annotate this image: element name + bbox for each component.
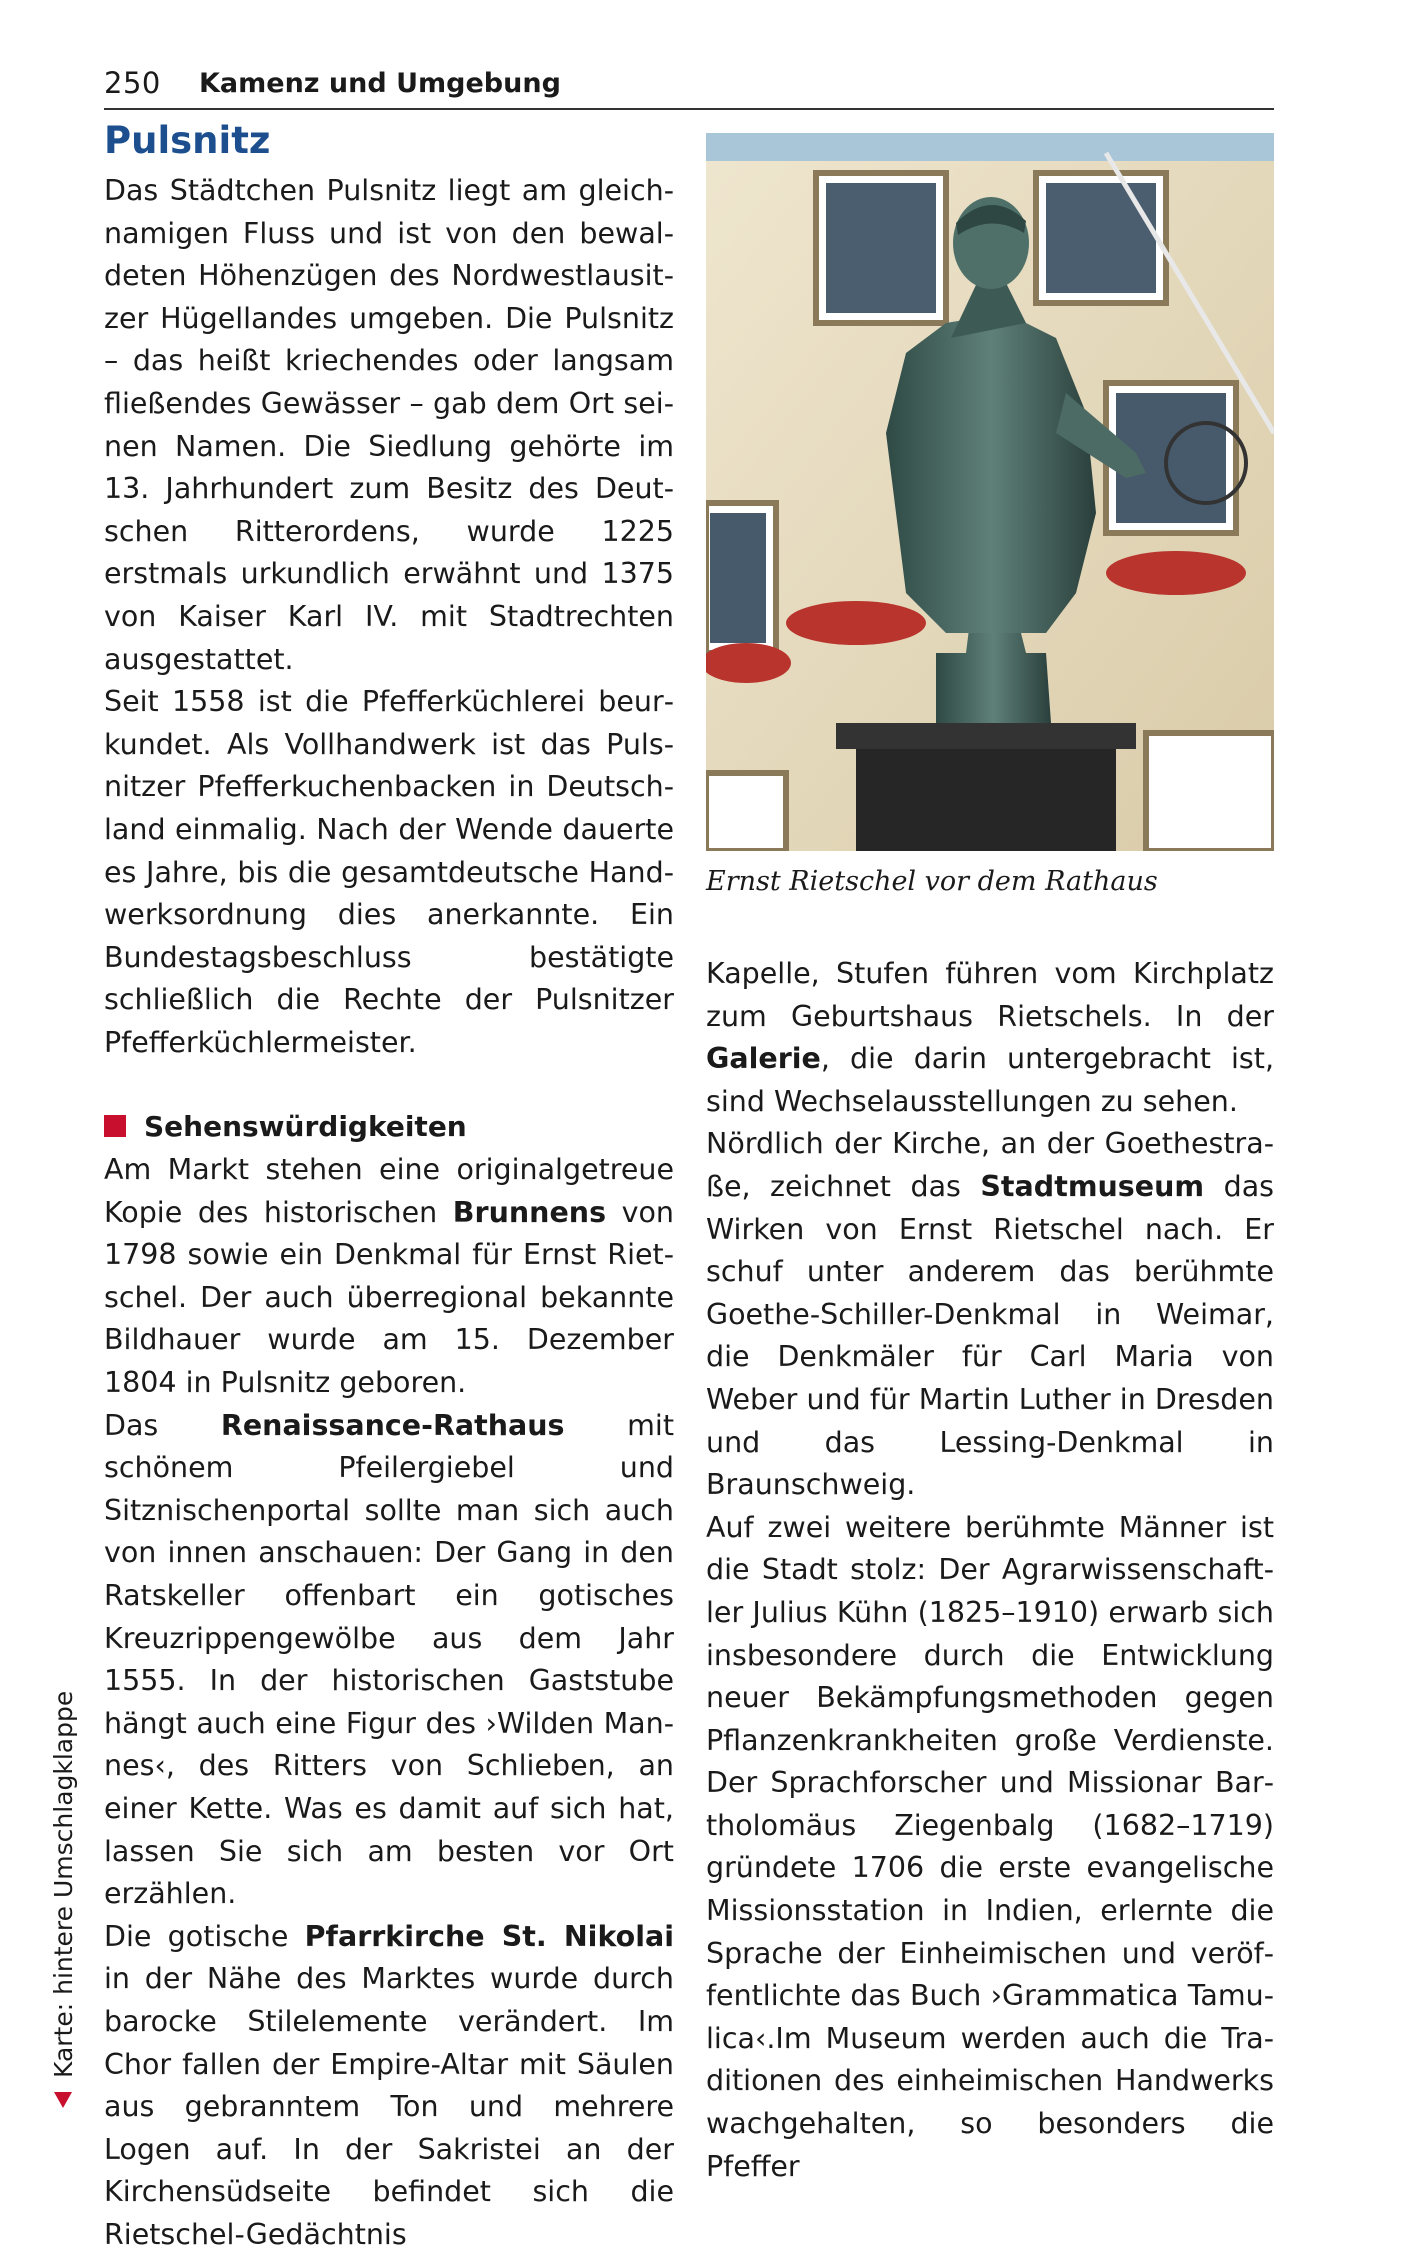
map-reference-label: Karte: hintere Umschlagklappe: [48, 1690, 78, 2078]
photo-caption: Ernst Rietschel vor dem Rathaus: [706, 866, 1158, 897]
body-paragraph: Auf zwei weitere berühmte Männer ist die Stadt stolz: Der Agrarwissenschaftler Julius Kühn (1825–1910) erwarb sich insbesondere durch die Entwicklung neuer Bekämpfungsmethoden gegen Pflanzenkrankheiten große Verdienste. Der Sprachforscher und Missionar Bartholomäus Ziegenbalg (1682–1719) gründete 1706 die erste evangelische Missionsstation in Indien, erlernte die Sprache der Einheimischen und veröffentlichte das Buch ›Grammatica Tamulica‹.Im Museum werden auch die Traditionen des einheimischen Handwerks wachgehalten, so besonders die Pfeffer: [706, 1510, 1274, 2183]
body-paragraph: [706, 953, 1274, 1123]
square-bullet-icon: [104, 1115, 126, 1137]
bold-term: Pfarrkirche St. Nikolai: [304, 1919, 674, 1953]
text-run: das Wirken von Ernst Rietschel nach. Er schuf unter anderem das berühmte Goethe-Schiller-Denkmal in Weimar, die Denkmäler für Carl Maria von Weber und für Martin Luther in Dresden und das Lessing-Denkmal in Braunschweig.: [706, 1169, 1275, 1502]
intro-paragraph: Seit 1558 ist die Pfefferküchlerei beurkundet. Als Vollhandwerk ist das Pulsnitzer Pfefferkuchenbacken in Deutschland einmalig. Nach der Wende dauerte es Jahre, bis die gesamtdeutsche Handwerksordnung dies anerkannte. Ein Bundestagsbeschluss bestätigte schließlich die Rechte der Pulsnitzer Pfefferküchlermeister.: [104, 685, 674, 1059]
bold-term: Renaissance-Rathaus: [220, 1408, 565, 1442]
triangle-pointer-icon: [54, 2092, 72, 2108]
running-head: Kamenz und Umgebung: [199, 68, 561, 99]
text-run: Das: [104, 1408, 221, 1442]
subheading-label: Sehenswürdigkeiten: [144, 1110, 467, 1144]
text-run: , die darin untergebracht ist, sind Wechselausstellungen zu sehen.: [706, 1042, 1274, 1118]
bold-term: Galerie: [706, 1042, 821, 1076]
intro-paragraph: Das Städtchen Pulsnitz liegt am gleichnamigen Fluss und ist von den bewaldeten Höhenzügen des Nordwestlausitzer Hügellandes umgeben. Die Pulsnitz – das heißt kriechendes oder langsam fließendes Gewässer – gab dem Ort seinen Namen. Die Siedlung gehörte im 13. Jahrhundert zum Besitz des Deutschen Ritterordens, wurde 1225 erstmals urkundlich erwähnt und 1375 von Kaiser Karl IV. mit Stadtrechten ausgestattet.: [104, 174, 674, 676]
right-column: [706, 953, 1274, 2188]
map-reference: [46, 1638, 80, 2108]
body-paragraph: [104, 1149, 674, 1405]
body-paragraph: [104, 1405, 674, 1916]
body-paragraph: [706, 1123, 1274, 1506]
bold-term: Brunnens: [452, 1195, 607, 1229]
text-run: Kapelle, Stufen führen vom Kirchplatz zum Geburtshaus Rietschels. In der: [706, 957, 1274, 1033]
section-title: Pulsnitz: [104, 119, 271, 162]
text-run: in der Nähe des Marktes wurde durch barocke Stilelemente verändert. Im Chor fallen der Empire-Altar mit Säulen aus gebranntem Ton und mehrere Logen auf. In der Sakristei an der Kirchensüdseite befindet sich die Rietschel-Gedächtnis: [104, 1962, 674, 2251]
text-run: mit schönem Pfeilergiebel und Sitznischenportal sollte man sich auch von innen anschauen: Der Gang in den Ratskeller offenbart ein gotisches Kreuzrippengewölbe aus dem Jahr 1555. In der historischen Gaststube hängt auch eine Figur des ›Wilden Mannes‹, des Ritters von Schlieben, an einer Kette. Was es damit auf sich hat, lassen Sie sich am besten vor Ort erzählen.: [104, 1408, 674, 1911]
subheading: [104, 1106, 674, 1149]
text-run: Am Markt stehen eine originalgetreue Kopie des historischen: [104, 1153, 674, 1229]
left-column: [104, 118, 674, 2257]
text-run: von 1798 sowie ein Denkmal für Ernst Rietschel. Der auch überregional bekannte Bildhauer wurde am 15. Dezember 1804 in Pulsnitz geboren.: [104, 1195, 674, 1400]
page-header: [104, 64, 1274, 110]
statue-photo: [706, 133, 1274, 851]
page-number: 250: [104, 66, 161, 100]
text-run: Nördlich der Kirche, an der Goethestraße, zeichnet das: [706, 1127, 1274, 1203]
body-paragraph: [104, 1916, 674, 2257]
bold-term: Stadtmuseum: [980, 1169, 1205, 1203]
text-run: Die gotische: [104, 1919, 305, 1953]
